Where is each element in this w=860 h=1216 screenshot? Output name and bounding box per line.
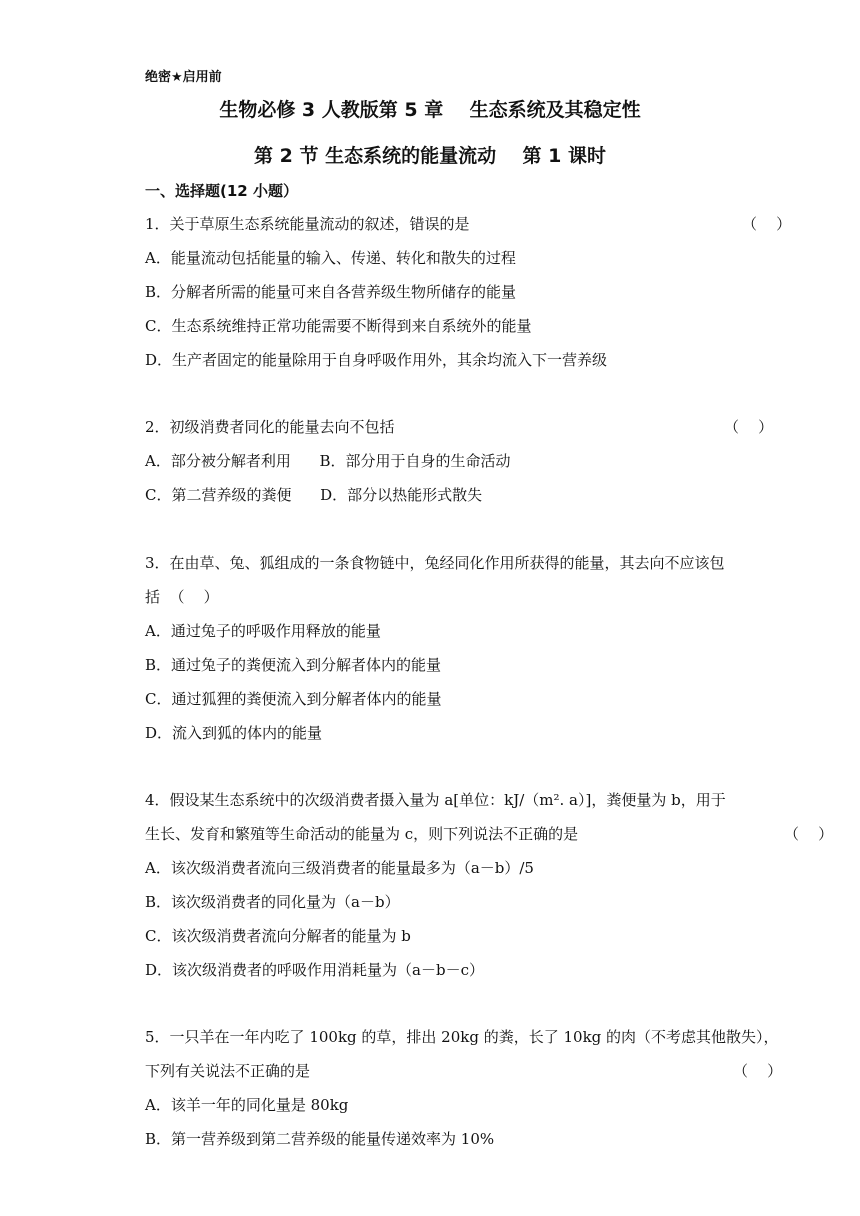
question-5-stem: 5．一只羊在一年内吃了 100kg 的草，排出 20kg 的粪，长了 10kg 的肉（不考虑其他散失）， <box>145 1028 779 1046</box>
question-3-option-b: B．通过兔子的粪便流入到分解者体内的能量 <box>145 656 442 674</box>
question-1-option-b: B．分解者所需的能量可来自各营养级生物所储存的能量 <box>145 283 517 301</box>
document-subtitle: 第 2 节 生态系统的能量流动 第 1 课时 <box>254 145 606 167</box>
question-1-option-c: C．生态系统维持正常功能需要不断得到来自系统外的能量 <box>145 317 532 335</box>
question-3-option-c: C．通过狐狸的粪便流入到分解者体内的能量 <box>145 690 442 708</box>
question-4-option-b: B．该次级消费者的同化量为（a－b） <box>145 893 400 911</box>
question-4-option-d: D．该次级消费者的呼吸作用消耗量为（a－b－c） <box>145 961 484 979</box>
question-5-option-a: A．该羊一年的同化量是 80kg <box>145 1096 349 1114</box>
question-1-stem: 1．关于草原生态系统能量流动的叙述，错误的是 <box>145 215 470 233</box>
question-4-stem-continued: 生长、发育和繁殖等生命活动的能量为 c，则下列说法不正确的是 <box>145 825 579 843</box>
question-5-stem-continued: 下列有关说法不正确的是 <box>145 1062 311 1080</box>
question-5-answer-bracket: （ ） <box>733 1062 783 1080</box>
section-heading: 一、选择题(12 小题） <box>145 182 298 200</box>
document-title: 生物必修 3 人教版第 5 章 生态系统及其稳定性 <box>219 99 641 121</box>
question-2-stem: 2．初级消费者同化的能量去向不包括 <box>145 418 395 436</box>
question-3-stem: 3．在由草、兔、狐组成的一条食物链中，兔经同化作用所获得的能量，其去向不应该包 <box>145 554 725 572</box>
question-2-options-ab: A．部分被分解者利用 B．部分用于自身的生命活动 <box>145 452 511 470</box>
question-4-option-a: A．该次级消费者流向三级消费者的能量最多为（a－b）/5 <box>145 859 534 877</box>
question-4-option-c: C．该次级消费者流向分解者的能量为 b <box>145 927 411 945</box>
question-3-option-d: D．流入到狐的体内的能量 <box>145 724 323 742</box>
question-4-stem: 4．假设某生态系统中的次级消费者摄入量为 a[单位：kJ/（m². a）]，粪便量为 b，用于 <box>145 791 726 809</box>
question-5-option-b: B．第一营养级到第二营养级的能量传递效率为 10% <box>145 1130 495 1148</box>
question-3-option-a: A．通过兔子的呼吸作用释放的能量 <box>145 622 381 640</box>
question-3-stem-continued: 括 （ ） <box>145 588 219 606</box>
question-1-answer-bracket: （ ） <box>742 215 792 233</box>
question-2-answer-bracket: （ ） <box>724 418 774 436</box>
secret-mark: 绝密★启用前 <box>145 70 222 85</box>
question-1-option-d: D．生产者固定的能量除用于自身呼吸作用外，其余均流入下一营养级 <box>145 351 608 369</box>
question-1-option-a: A．能量流动包括能量的输入、传递、转化和散失的过程 <box>145 249 516 267</box>
question-2-options-cd: C．第二营养级的粪便 D．部分以热能形式散失 <box>145 486 483 504</box>
question-4-answer-bracket: （ ） <box>784 825 834 843</box>
